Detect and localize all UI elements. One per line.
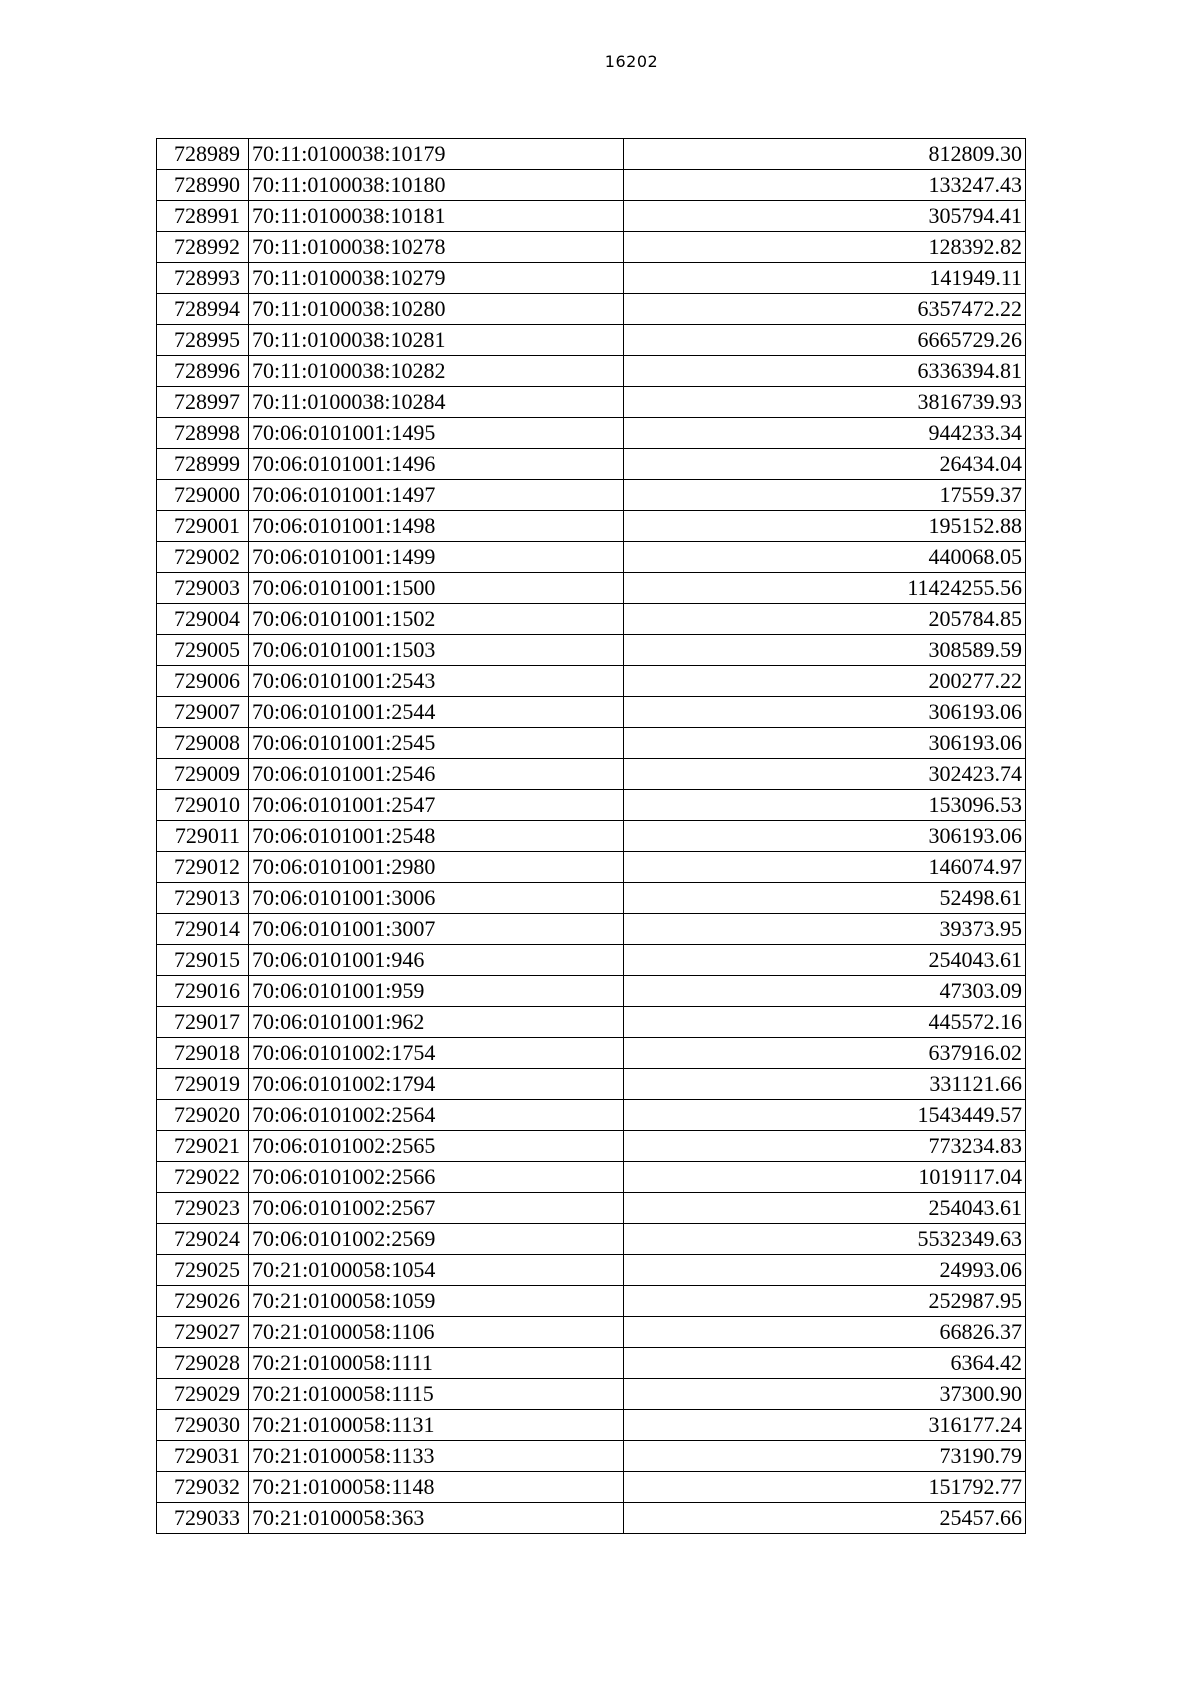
row-number-cell: 729001 xyxy=(157,511,249,542)
row-number-cell: 729028 xyxy=(157,1348,249,1379)
row-number-cell: 728989 xyxy=(157,139,249,170)
row-number-cell: 729022 xyxy=(157,1162,249,1193)
table-row xyxy=(157,852,1026,883)
cadastral-number-cell: 70:11:0100038:10181 xyxy=(249,201,624,232)
value-cell: 773234.83 xyxy=(624,1131,1026,1162)
row-number-cell: 729025 xyxy=(157,1255,249,1286)
table-row xyxy=(157,232,1026,263)
cadastral-number-cell: 70:21:0100058:1133 xyxy=(249,1441,624,1472)
cadastral-number-cell: 70:06:0101002:2566 xyxy=(249,1162,624,1193)
row-number-cell: 728995 xyxy=(157,325,249,356)
value-cell: 153096.53 xyxy=(624,790,1026,821)
cadastral-number-cell: 70:06:0101001:1499 xyxy=(249,542,624,573)
value-cell: 308589.59 xyxy=(624,635,1026,666)
row-number-cell: 729009 xyxy=(157,759,249,790)
cadastral-number-cell: 70:06:0101001:1498 xyxy=(249,511,624,542)
table-row xyxy=(157,1286,1026,1317)
cadastral-number-cell: 70:21:0100058:1054 xyxy=(249,1255,624,1286)
table-row xyxy=(157,1131,1026,1162)
row-number-cell: 729000 xyxy=(157,480,249,511)
row-number-cell: 729004 xyxy=(157,604,249,635)
row-number-cell: 728990 xyxy=(157,170,249,201)
value-cell: 128392.82 xyxy=(624,232,1026,263)
row-number-cell: 728997 xyxy=(157,387,249,418)
table-row xyxy=(157,1193,1026,1224)
value-cell: 440068.05 xyxy=(624,542,1026,573)
table-row xyxy=(157,418,1026,449)
value-cell: 6336394.81 xyxy=(624,356,1026,387)
row-number-cell: 729013 xyxy=(157,883,249,914)
table-row xyxy=(157,1317,1026,1348)
value-cell: 445572.16 xyxy=(624,1007,1026,1038)
table-row xyxy=(157,294,1026,325)
row-number-cell: 728994 xyxy=(157,294,249,325)
value-cell: 944233.34 xyxy=(624,418,1026,449)
value-cell: 1543449.57 xyxy=(624,1100,1026,1131)
cadastral-number-cell: 70:06:0101001:1497 xyxy=(249,480,624,511)
value-cell: 254043.61 xyxy=(624,1193,1026,1224)
table-row xyxy=(157,1410,1026,1441)
value-cell: 331121.66 xyxy=(624,1069,1026,1100)
table-row xyxy=(157,449,1026,480)
value-cell: 5532349.63 xyxy=(624,1224,1026,1255)
cadastral-number-cell: 70:11:0100038:10282 xyxy=(249,356,624,387)
value-cell: 306193.06 xyxy=(624,697,1026,728)
table-row xyxy=(157,1069,1026,1100)
row-number-cell: 729007 xyxy=(157,697,249,728)
value-cell: 1019117.04 xyxy=(624,1162,1026,1193)
row-number-cell: 729017 xyxy=(157,1007,249,1038)
cadastral-number-cell: 70:21:0100058:1059 xyxy=(249,1286,624,1317)
row-number-cell: 729020 xyxy=(157,1100,249,1131)
table-row xyxy=(157,728,1026,759)
value-cell: 151792.77 xyxy=(624,1472,1026,1503)
cadastral-number-cell: 70:11:0100038:10180 xyxy=(249,170,624,201)
table-row xyxy=(157,945,1026,976)
table-row xyxy=(157,1162,1026,1193)
row-number-cell: 729032 xyxy=(157,1472,249,1503)
cadastral-number-cell: 70:06:0101001:1503 xyxy=(249,635,624,666)
value-cell: 306193.06 xyxy=(624,728,1026,759)
cadastral-number-cell: 70:06:0101001:1502 xyxy=(249,604,624,635)
table-row xyxy=(157,1472,1026,1503)
value-cell: 24993.06 xyxy=(624,1255,1026,1286)
value-cell: 133247.43 xyxy=(624,170,1026,201)
row-number-cell: 728993 xyxy=(157,263,249,294)
value-cell: 6357472.22 xyxy=(624,294,1026,325)
cadastral-number-cell: 70:06:0101001:959 xyxy=(249,976,624,1007)
row-number-cell: 729021 xyxy=(157,1131,249,1162)
cadastral-number-cell: 70:21:0100058:1131 xyxy=(249,1410,624,1441)
cadastral-number-cell: 70:11:0100038:10278 xyxy=(249,232,624,263)
value-cell: 73190.79 xyxy=(624,1441,1026,1472)
value-cell: 66826.37 xyxy=(624,1317,1026,1348)
cadastral-number-cell: 70:06:0101001:962 xyxy=(249,1007,624,1038)
table-row xyxy=(157,170,1026,201)
cadastral-number-cell: 70:06:0101001:2546 xyxy=(249,759,624,790)
cadastral-number-cell: 70:06:0101002:2565 xyxy=(249,1131,624,1162)
table-row xyxy=(157,1379,1026,1410)
row-number-cell: 729003 xyxy=(157,573,249,604)
cadastral-number-cell: 70:06:0101002:2564 xyxy=(249,1100,624,1131)
table-row xyxy=(157,1038,1026,1069)
value-cell: 252987.95 xyxy=(624,1286,1026,1317)
cadastral-number-cell: 70:06:0101001:2547 xyxy=(249,790,624,821)
cadastral-number-cell: 70:21:0100058:1106 xyxy=(249,1317,624,1348)
row-number-cell: 729010 xyxy=(157,790,249,821)
table-row xyxy=(157,511,1026,542)
cadastral-number-cell: 70:06:0101002:1794 xyxy=(249,1069,624,1100)
cadastral-number-cell: 70:06:0101001:1495 xyxy=(249,418,624,449)
row-number-cell: 728999 xyxy=(157,449,249,480)
value-cell: 47303.09 xyxy=(624,976,1026,1007)
cadastral-number-cell: 70:06:0101001:3007 xyxy=(249,914,624,945)
cadastral-number-cell: 70:06:0101002:2569 xyxy=(249,1224,624,1255)
value-cell: 17559.37 xyxy=(624,480,1026,511)
row-number-cell: 729002 xyxy=(157,542,249,573)
row-number-cell: 729024 xyxy=(157,1224,249,1255)
row-number-cell: 729027 xyxy=(157,1317,249,1348)
cadastral-number-cell: 70:06:0101001:2545 xyxy=(249,728,624,759)
value-cell: 254043.61 xyxy=(624,945,1026,976)
cadastral-number-cell: 70:21:0100058:1111 xyxy=(249,1348,624,1379)
table-row xyxy=(157,1255,1026,1286)
cadastral-number-cell: 70:06:0101002:2567 xyxy=(249,1193,624,1224)
table-row xyxy=(157,1503,1026,1534)
cadastral-number-cell: 70:11:0100038:10281 xyxy=(249,325,624,356)
row-number-cell: 729023 xyxy=(157,1193,249,1224)
value-cell: 195152.88 xyxy=(624,511,1026,542)
table-row xyxy=(157,976,1026,1007)
cadastral-number-cell: 70:06:0101001:2548 xyxy=(249,821,624,852)
data-table xyxy=(156,138,1026,1534)
table-row xyxy=(157,790,1026,821)
table-row xyxy=(157,480,1026,511)
value-cell: 146074.97 xyxy=(624,852,1026,883)
table-row xyxy=(157,604,1026,635)
row-number-cell: 729006 xyxy=(157,666,249,697)
row-number-cell: 729033 xyxy=(157,1503,249,1534)
page-number: 16202 xyxy=(604,52,659,71)
table-row xyxy=(157,387,1026,418)
row-number-cell: 728992 xyxy=(157,232,249,263)
table-row xyxy=(157,325,1026,356)
row-number-cell: 728998 xyxy=(157,418,249,449)
cadastral-number-cell: 70:06:0101001:1500 xyxy=(249,573,624,604)
row-number-cell: 729005 xyxy=(157,635,249,666)
table-row xyxy=(157,883,1026,914)
cadastral-number-cell: 70:06:0101001:1496 xyxy=(249,449,624,480)
table-row xyxy=(157,139,1026,170)
cadastral-number-cell: 70:11:0100038:10280 xyxy=(249,294,624,325)
cadastral-number-cell: 70:11:0100038:10284 xyxy=(249,387,624,418)
value-cell: 306193.06 xyxy=(624,821,1026,852)
row-number-cell: 729030 xyxy=(157,1410,249,1441)
table-row xyxy=(157,666,1026,697)
row-number-cell: 729029 xyxy=(157,1379,249,1410)
value-cell: 37300.90 xyxy=(624,1379,1026,1410)
cadastral-number-cell: 70:11:0100038:10279 xyxy=(249,263,624,294)
table-row xyxy=(157,821,1026,852)
table-row xyxy=(157,1348,1026,1379)
value-cell: 637916.02 xyxy=(624,1038,1026,1069)
cadastral-number-cell: 70:11:0100038:10179 xyxy=(249,139,624,170)
row-number-cell: 729019 xyxy=(157,1069,249,1100)
value-cell: 141949.11 xyxy=(624,263,1026,294)
value-cell: 39373.95 xyxy=(624,914,1026,945)
table-row xyxy=(157,1100,1026,1131)
cadastral-number-cell: 70:06:0101001:2980 xyxy=(249,852,624,883)
row-number-cell: 729016 xyxy=(157,976,249,1007)
row-number-cell: 729014 xyxy=(157,914,249,945)
row-number-cell: 729018 xyxy=(157,1038,249,1069)
table-row xyxy=(157,1224,1026,1255)
value-cell: 812809.30 xyxy=(624,139,1026,170)
row-number-cell: 729008 xyxy=(157,728,249,759)
table-row xyxy=(157,914,1026,945)
row-number-cell: 729015 xyxy=(157,945,249,976)
row-number-cell: 728991 xyxy=(157,201,249,232)
row-number-cell: 728996 xyxy=(157,356,249,387)
cadastral-number-cell: 70:06:0101002:1754 xyxy=(249,1038,624,1069)
value-cell: 11424255.56 xyxy=(624,573,1026,604)
cadastral-number-cell: 70:06:0101001:2544 xyxy=(249,697,624,728)
table-row xyxy=(157,1007,1026,1038)
value-cell: 52498.61 xyxy=(624,883,1026,914)
table-body xyxy=(157,139,1026,1534)
value-cell: 302423.74 xyxy=(624,759,1026,790)
value-cell: 25457.66 xyxy=(624,1503,1026,1534)
value-cell: 305794.41 xyxy=(624,201,1026,232)
cadastral-number-cell: 70:21:0100058:363 xyxy=(249,1503,624,1534)
cadastral-number-cell: 70:21:0100058:1115 xyxy=(249,1379,624,1410)
value-cell: 316177.24 xyxy=(624,1410,1026,1441)
table-row xyxy=(157,542,1026,573)
value-cell: 205784.85 xyxy=(624,604,1026,635)
value-cell: 6665729.26 xyxy=(624,325,1026,356)
value-cell: 6364.42 xyxy=(624,1348,1026,1379)
table-row xyxy=(157,356,1026,387)
table-row xyxy=(157,1441,1026,1472)
cadastral-number-cell: 70:06:0101001:946 xyxy=(249,945,624,976)
cadastral-number-cell: 70:21:0100058:1148 xyxy=(249,1472,624,1503)
table-row xyxy=(157,201,1026,232)
row-number-cell: 729012 xyxy=(157,852,249,883)
table-row xyxy=(157,759,1026,790)
value-cell: 3816739.93 xyxy=(624,387,1026,418)
cadastral-number-cell: 70:06:0101001:2543 xyxy=(249,666,624,697)
table-row xyxy=(157,263,1026,294)
table-row xyxy=(157,573,1026,604)
table-row xyxy=(157,697,1026,728)
table-row xyxy=(157,635,1026,666)
value-cell: 26434.04 xyxy=(624,449,1026,480)
row-number-cell: 729011 xyxy=(157,821,249,852)
cadastral-number-cell: 70:06:0101001:3006 xyxy=(249,883,624,914)
value-cell: 200277.22 xyxy=(624,666,1026,697)
row-number-cell: 729026 xyxy=(157,1286,249,1317)
row-number-cell: 729031 xyxy=(157,1441,249,1472)
